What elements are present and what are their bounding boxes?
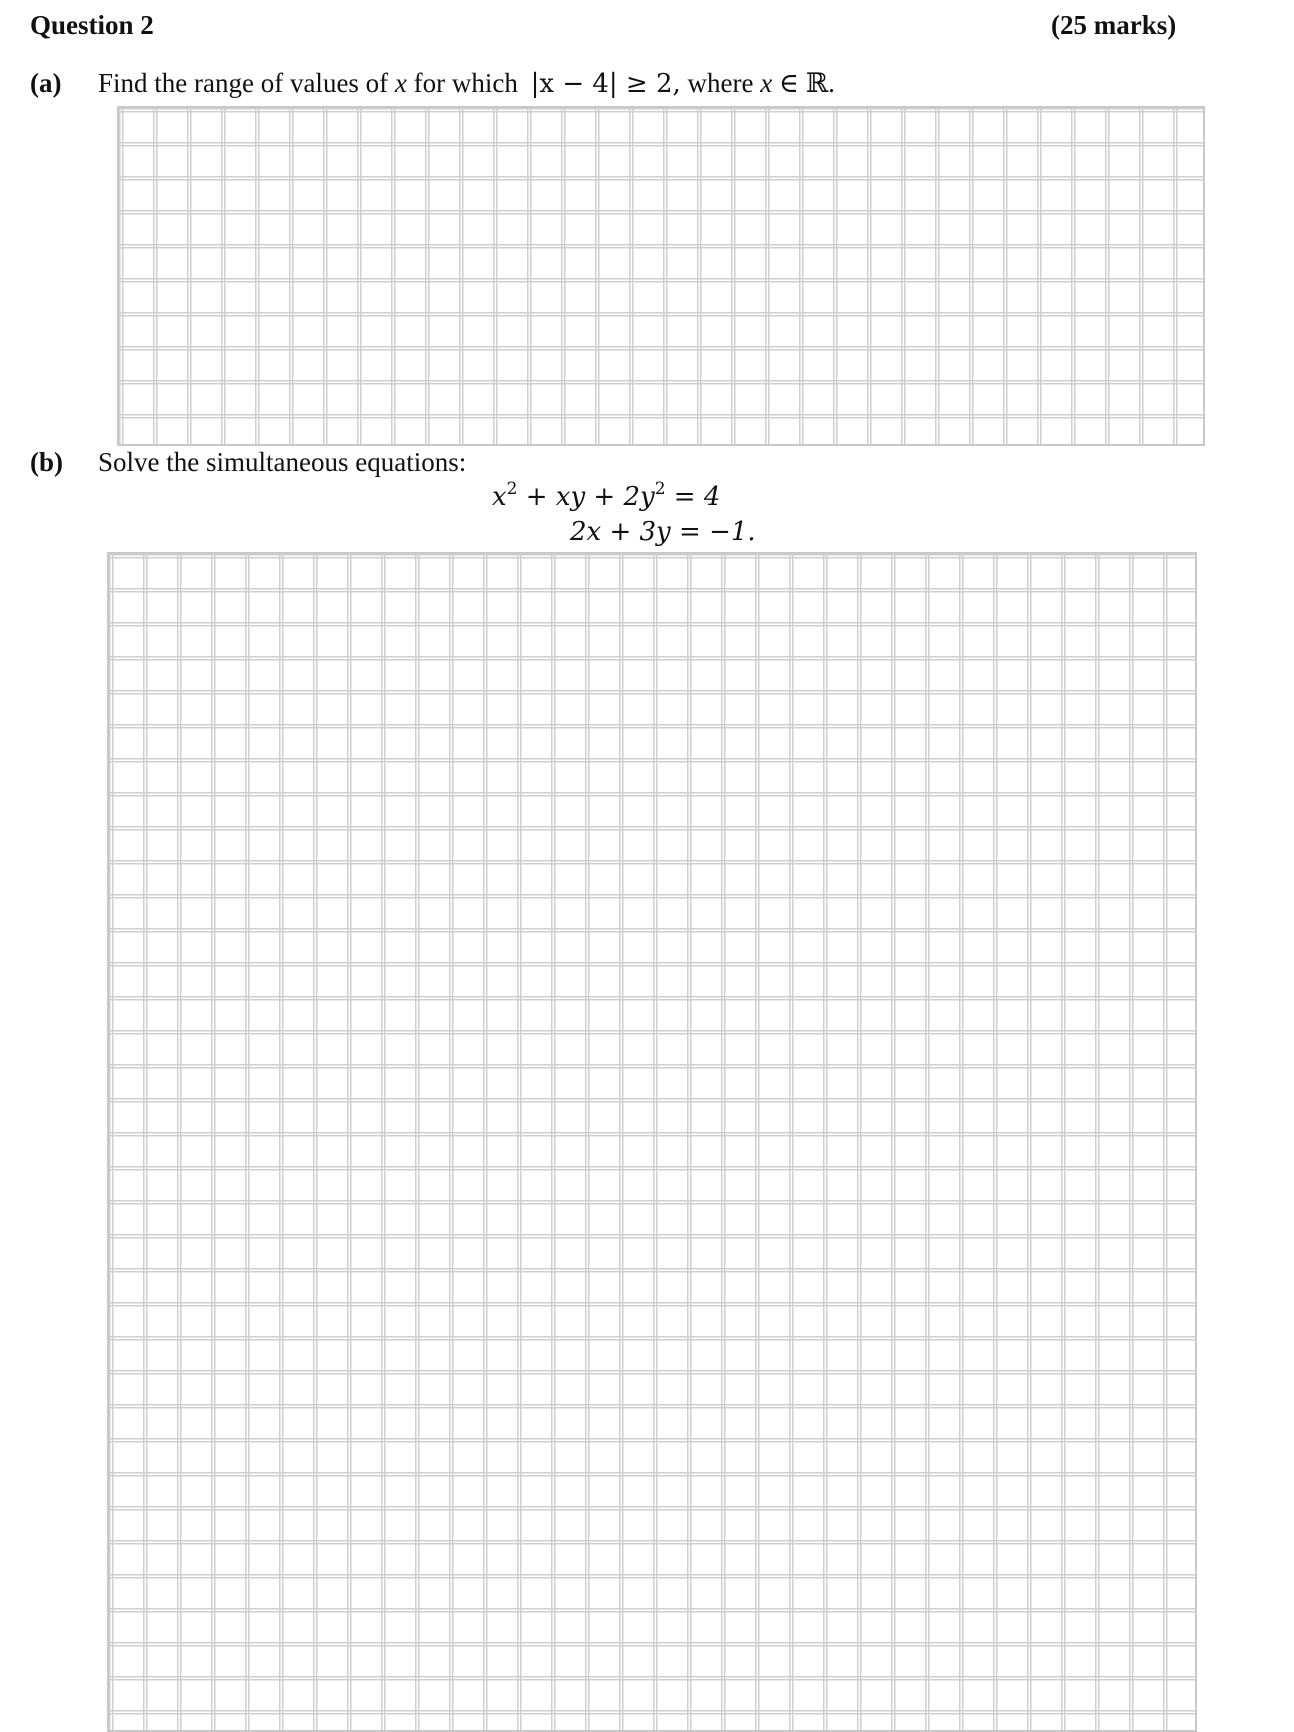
eq1-y-exponent: 2 <box>654 479 666 499</box>
part-a-question <box>98 68 835 99</box>
part-a-text-before: Find the range of values of <box>98 68 389 98</box>
part-a-text-where: where <box>687 68 754 98</box>
eq1-rest1: + xy + 2y <box>517 482 655 512</box>
answer-grid-b[interactable] <box>107 552 1197 1732</box>
equation-2: 2x + 3y = −1. <box>570 517 756 547</box>
part-b-label: (b) <box>30 447 63 477</box>
part-a-text-mid: for which <box>413 68 518 98</box>
part-a-set-symbol: ∈ ℝ. <box>779 68 835 98</box>
eq1-x: x <box>492 482 507 512</box>
eq1-rest2: = 4 <box>665 482 721 512</box>
equation-1 <box>492 479 721 512</box>
part-a-var-x: x <box>394 68 407 98</box>
eq1-x-exponent: 2 <box>506 479 518 499</box>
part-a-var-x2: x <box>760 68 773 98</box>
part-b-text: Solve the simultaneous equations: <box>98 447 467 477</box>
part-a-inequality: |x − 4| ≥ 2, <box>530 69 681 99</box>
question-title: Question 2 <box>30 10 154 40</box>
answer-grid-a[interactable] <box>117 106 1205 446</box>
question-marks: (25 marks) <box>1051 10 1177 40</box>
part-a-label: (a) <box>30 68 62 98</box>
